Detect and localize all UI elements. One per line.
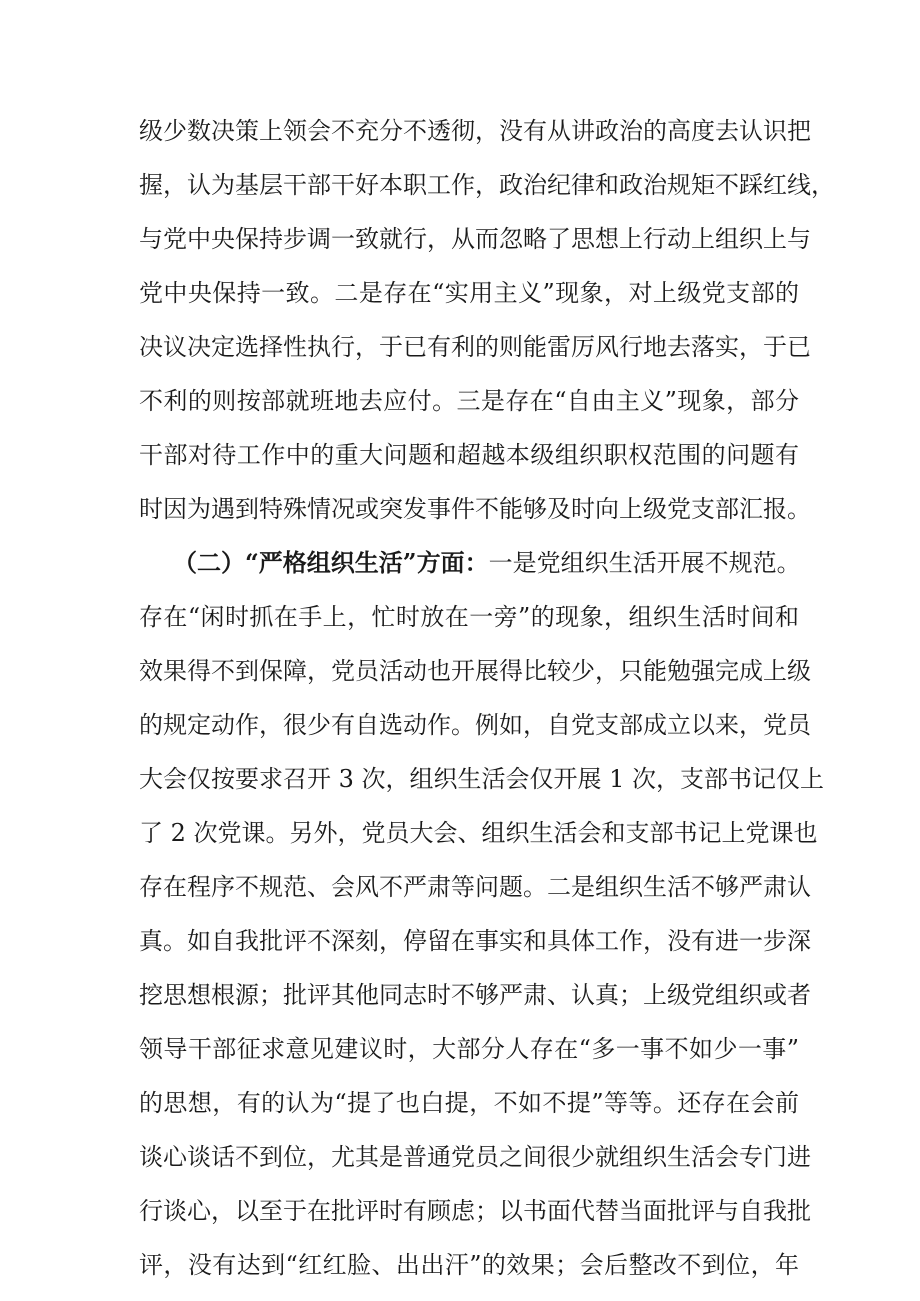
section-line-12: 行谈心，以至于在批评时有顾虑；以书面代替当面批评与自我批 — [139, 1197, 811, 1225]
paragraph-line-4: 党中央保持一致。二是存在“实用主义”现象，对上级党支部的 — [139, 279, 799, 307]
section-line-3: 的规定动作，很少有自选动作。例如，自党支部成立以来，党员 — [139, 711, 811, 739]
section-line-7: 真。如自我批评不深刻，停留在事实和具体工作，没有进一步深 — [139, 927, 811, 955]
section-line-6: 存在程序不规范、会风不严肃等问题。二是组织生活不够严肃认 — [139, 873, 811, 901]
paragraph-line-3: 与党中央保持步调一致就行，从而忽略了思想上行动上组织上与 — [139, 225, 811, 253]
section-line-1: 存在“闲时抓在手上，忙时放在一旁”的现象，组织生活时间和 — [139, 603, 799, 631]
paragraph-line-7: 干部对待工作中的重大问题和超越本级组织职权范围的问题有 — [139, 441, 799, 469]
paragraph-line-2: 握，认为基层干部干好本职工作，政治纪律和政治规矩不踩红线， — [139, 171, 835, 199]
section-line-9: 领导干部征求意见建议时，大部分人存在“多一事不如少一事” — [139, 1035, 799, 1063]
section-line-4: 大会仅按要求召开 3 次，组织生活会仅开展 1 次，支部书记仅上 — [139, 765, 825, 793]
section-line-8: 挖思想根源；批评其他同志时不够严肃、认真；上级党组织或者 — [139, 981, 811, 1009]
document-body — [139, 104, 835, 1292]
section-heading: （二）“严格组织生活”方面： — [173, 548, 489, 577]
section-heading-line — [139, 536, 799, 590]
section-heading-rest: 一是党组织生活开展不规范。 — [488, 549, 801, 577]
paragraph-line-1: 级少数决策上领会不充分不透彻，没有从讲政治的高度去认识把 — [139, 117, 811, 145]
section-line-13: 评，没有达到“红红脸、出出汗”的效果；会后整改不到位，年 — [139, 1251, 799, 1279]
section-line-2: 效果得不到保障，党员活动也开展得比较少，只能勉强完成上级 — [139, 657, 811, 685]
section-line-10: 的思想，有的认为“提了也白提，不如不提”等等。还存在会前 — [139, 1089, 799, 1117]
paragraph-line-8: 时因为遇到特殊情况或突发事件不能够及时向上级党支部汇报。 — [139, 495, 811, 523]
paragraph-line-5: 决议决定选择性执行，于已有利的则能雷厉风行地去落实，于已 — [139, 333, 811, 361]
section-line-5: 了 2 次党课。另外，党员大会、组织生活会和支部书记上党课也 — [139, 819, 818, 847]
section-line-11: 谈心谈话不到位，尤其是普通党员之间很少就组织生活会专门进 — [139, 1143, 811, 1171]
paragraph-line-6: 不利的则按部就班地去应付。三是存在“自由主义”现象，部分 — [139, 387, 799, 415]
